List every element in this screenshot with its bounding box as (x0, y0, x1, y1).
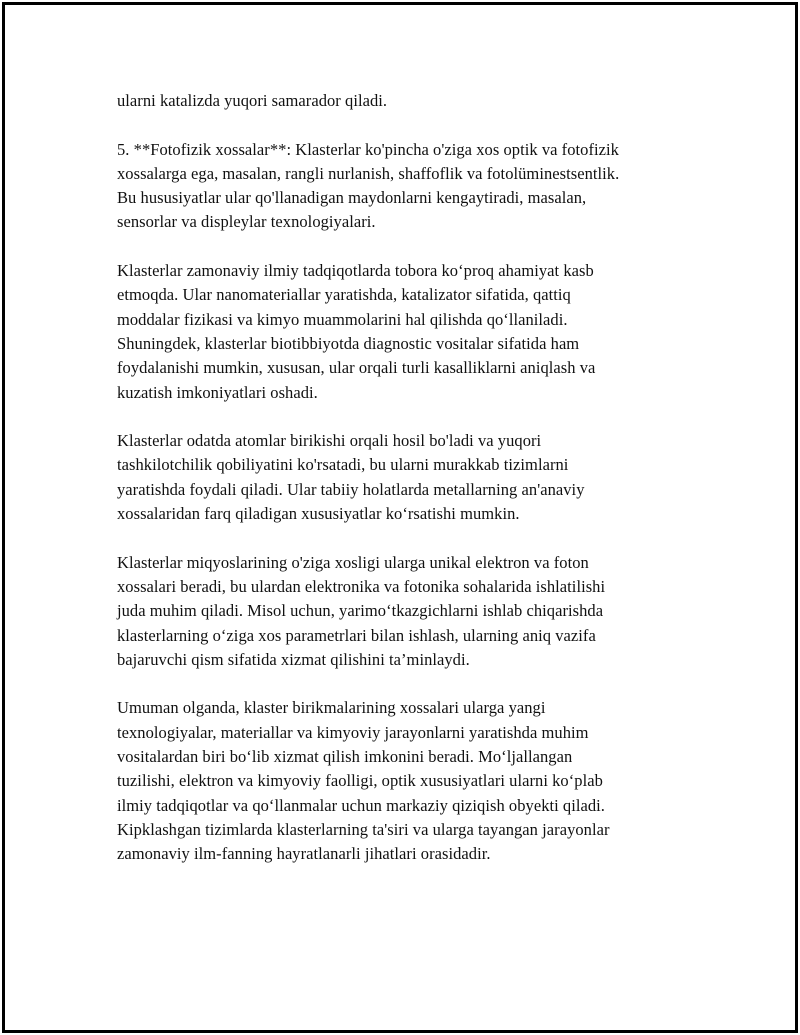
paragraph-atomlar-birikishi: Klasterlar odatda atomlar birikishi orqali hosil bo'ladi va yuqori tashkilotchilik qobiliyatini ko'rsatadi, bu ularni murakkab tizimlarni yaratishda foydali qiladi. Ular tabiiy holatlarda metallarning an'anaviy xossalaridan farq qiladigan xususiyatlar ko‘rsatishi mumkin. (117, 431, 585, 524)
paragraph-umuman-olganda: Umuman olganda, klaster birikmalarining xossalari ularga yangi texnologiyalar, materiallar va kimyoviy jarayonlarni yaratishda muhim vositalardan biri bo‘lib xizmat qilish imkonini beradi. Mo‘ljallangan tuzilishi, elektron va kimyoviy faolligi, optik xususiyatlari ularni ko‘plab ilmiy tadqiqotlar va qo‘llanmalar uchun markaziy qiziqish obyekti qiladi. Kipklashgan tizimlarda klasterlarning ta'siri va ularga tayangan jarayonlar zamonaviy ilm-fanning hayratlanarli jihatlari orasidadir. (117, 698, 610, 864)
paragraph-fotofizik-xossalar: 5. **Fotofizik xossalar**: Klasterlar ko'pincha o'ziga xos optik va fotofizik xossalarga ega, masalan, rangli nurlanish, shaffoflik va fotolüminestsentlik. Bu hususiyatlar ular qo'llanadigan maydonlarni kengaytiradi, masalan, sensorlar va displeylar texnologiyalari. (117, 139, 620, 232)
document-body (117, 89, 697, 891)
paragraph-miqyoslar: Klasterlar miqyoslarining o'ziga xosligi ularga unikal elektron va foton xossalari beradi, bu ulardan elektronika va fotonika sohalarida ishlatilishi juda muhim qiladi. Misol uchun, yarimo‘tkazgichlarni ishlab chiqarishda klasterlarning o‘ziga xos parametrlari bilan ishlash, ularning aniq vazifa bajaruvchi qism sifatida xizmat qilishini ta’minlaydi. (117, 552, 606, 669)
paragraph-zamonaviy-tadqiqotlar: Klasterlar zamonaviy ilmiy tadqiqotlarda tobora ko‘proq ahamiyat kasb etmoqda. Ular nanomateriallar yaratishda, katalizator sifatida, qattiq moddalar fizikasi va kimyo muammolarini hal qilishda qo‘llaniladi. Shuningdek, klasterlar biotibbiyotda diagnostic vositalar sifatida ham foydalanishi mumkin, xususan, ular orqali turli kasalliklarni aniqlash va kuzatish imkoniyatlari oshadi. (117, 261, 596, 402)
paragraph-continuation: ularni katalizda yuqori samarador qiladi. (117, 91, 388, 110)
